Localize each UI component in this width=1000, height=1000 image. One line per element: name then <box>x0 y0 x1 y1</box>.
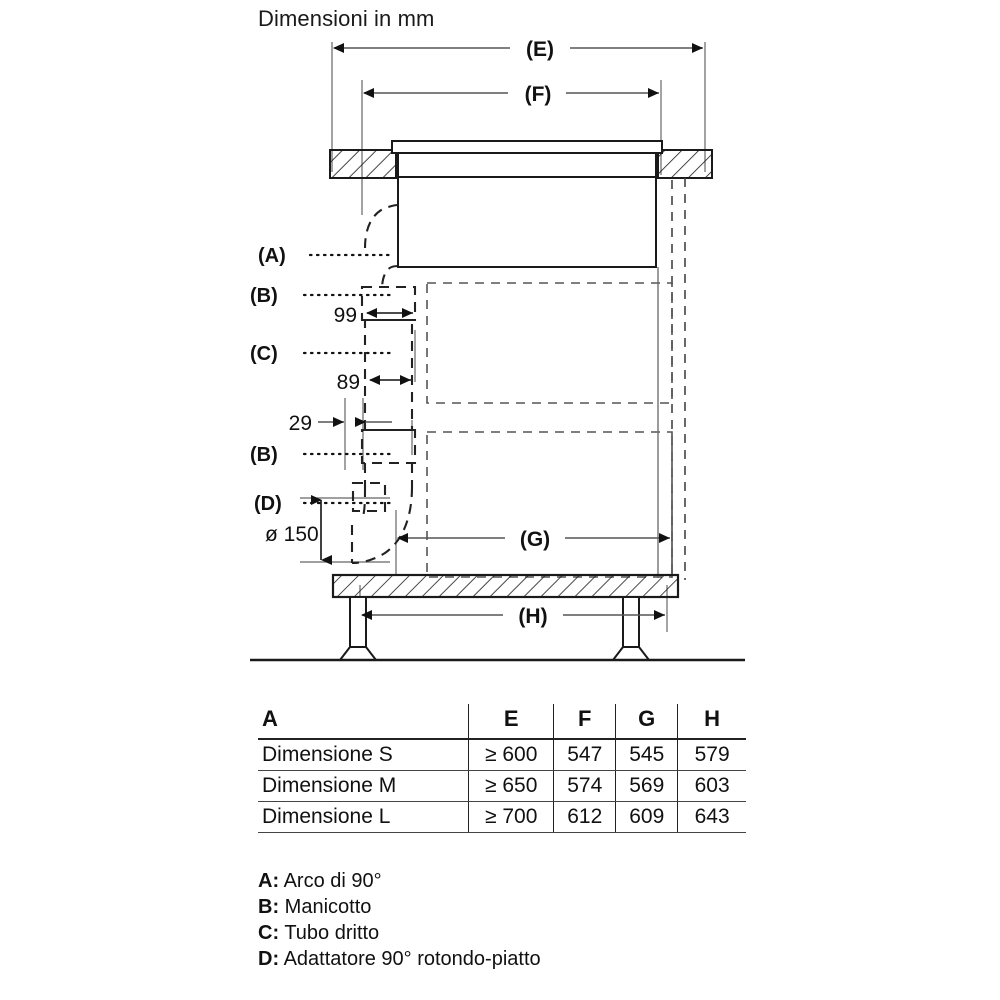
table-header-g: G <box>616 704 678 739</box>
worktop-right <box>658 150 712 178</box>
row-value-h: 603 <box>678 771 746 802</box>
measure-29 <box>289 412 392 435</box>
row-value-f: 612 <box>554 802 616 833</box>
table-header-h: H <box>678 704 746 739</box>
legend-item <box>258 920 541 946</box>
cabinet-outline <box>672 178 685 580</box>
dimension-h-label: (H) <box>518 605 548 628</box>
dimension-g <box>398 528 670 551</box>
row-value-g: 609 <box>616 802 678 833</box>
dimensions-table <box>258 704 746 833</box>
dimension-e-label: (E) <box>526 38 554 61</box>
legend-key: D: <box>258 948 280 970</box>
worktop-left <box>330 150 396 178</box>
measure-89-label: 89 <box>336 371 360 394</box>
callout-c-label: (C) <box>250 343 278 365</box>
table-row <box>258 739 746 771</box>
cooktop-body <box>398 153 656 267</box>
cooktop-glass-top <box>392 141 662 153</box>
drawer-box-lower <box>427 432 672 577</box>
callout-b-upper-label: (B) <box>250 285 278 307</box>
legend-item <box>258 894 541 920</box>
legend-item <box>258 946 541 972</box>
row-value-h: 579 <box>678 739 746 771</box>
row-name: Dimensione L <box>258 802 469 833</box>
legend-key: C: <box>258 922 280 944</box>
legend-key: A: <box>258 870 280 892</box>
dimension-e <box>334 38 703 61</box>
row-value-e: ≥ 600 <box>469 739 554 771</box>
row-name: Dimensione S <box>258 739 469 771</box>
page-title: Dimensioni in mm <box>258 6 435 31</box>
legend-item <box>258 868 541 894</box>
dimension-f <box>364 83 659 106</box>
row-value-g: 569 <box>616 771 678 802</box>
row-value-h: 643 <box>678 802 746 833</box>
base-plinth <box>333 575 678 597</box>
dimension-h <box>362 605 665 628</box>
dimension-f-label: (F) <box>524 83 552 106</box>
cabinet-legs <box>340 597 649 660</box>
legend-text: Manicotto <box>284 896 372 918</box>
table-row <box>258 802 746 833</box>
row-value-g: 545 <box>616 739 678 771</box>
table-row <box>258 771 746 802</box>
table-header-a: A <box>258 704 469 739</box>
legend-text: Arco di 90° <box>283 870 382 892</box>
callout-a-label: (A) <box>258 245 286 267</box>
measure-99-label: 99 <box>333 304 357 327</box>
legend-text: Adattatore 90° rotondo-piatto <box>283 948 541 970</box>
measure-29-label: 29 <box>288 412 312 435</box>
table-header-f: F <box>554 704 616 739</box>
legend-key: B: <box>258 896 280 918</box>
row-value-e: ≥ 700 <box>469 802 554 833</box>
measure-89 <box>337 371 411 394</box>
row-value-f: 574 <box>554 771 616 802</box>
dimension-g-label: (G) <box>519 528 551 551</box>
row-name: Dimensione M <box>258 771 469 802</box>
row-value-f: 547 <box>554 739 616 771</box>
legend <box>258 868 541 972</box>
measure-99 <box>334 304 413 327</box>
table-header-e: E <box>469 704 554 739</box>
drawer-box-upper <box>427 283 672 403</box>
table-header-row <box>258 704 746 739</box>
legend-text: Tubo dritto <box>284 922 380 944</box>
extension-lines <box>300 42 705 632</box>
row-value-e: ≥ 650 <box>469 771 554 802</box>
measure-diameter-label: ø 150 <box>265 523 319 546</box>
callout-d-label: (D) <box>254 493 282 515</box>
callout-b-lower-label: (B) <box>250 444 278 466</box>
